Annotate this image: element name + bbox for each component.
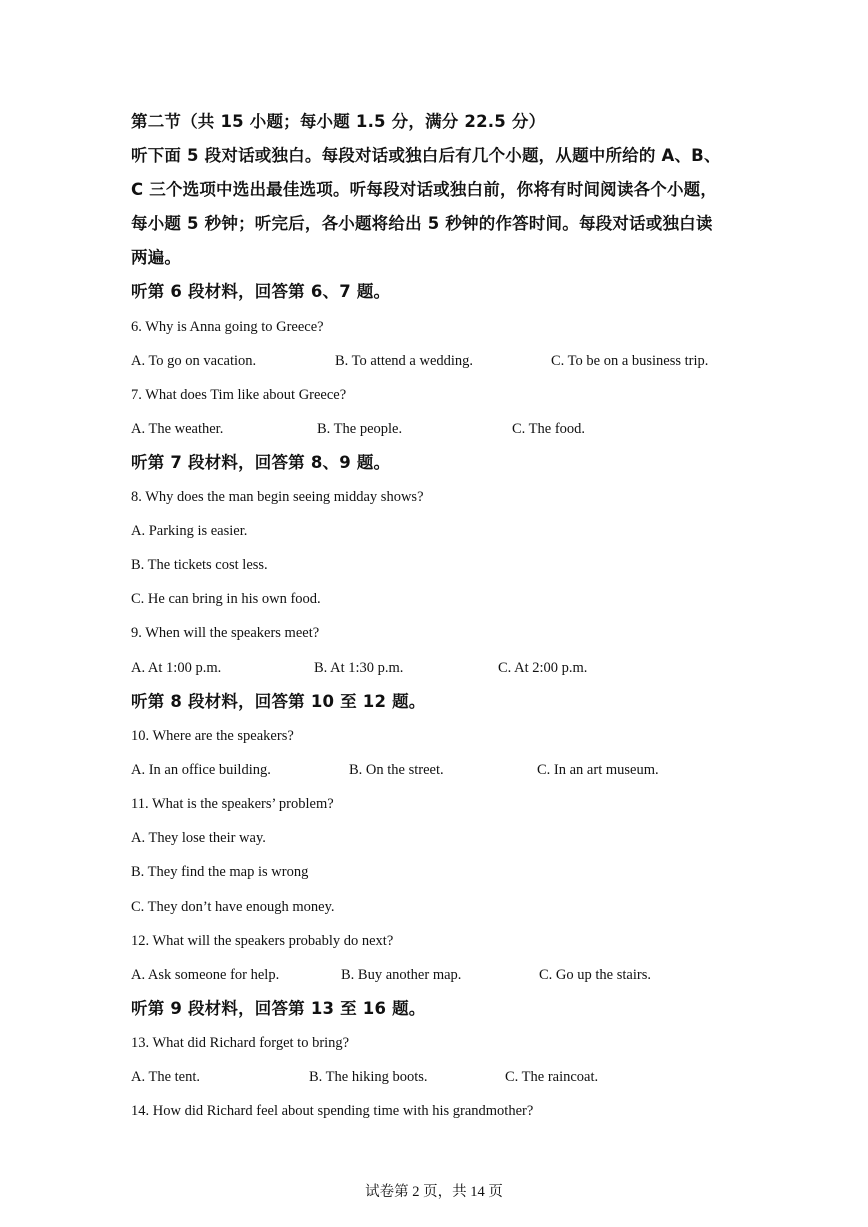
instruction-line-3: 每小题 5 秒钟；听完后，各小题将给出 5 秒钟的作答时间。每段对话或独白读	[131, 214, 713, 233]
option-b: B. To attend a wedding.	[335, 353, 474, 369]
option-a: A. They lose their way.	[131, 830, 266, 846]
option-a: A. At 1:00 p.m.	[131, 660, 222, 676]
option-b: B. At 1:30 p.m.	[314, 660, 404, 676]
question-stem: 9. When will the speakers meet?	[131, 625, 320, 641]
group-heading: 听第 8 段材料，回答第 10 至 12 题。	[131, 692, 426, 711]
option-a: A. In an office building.	[131, 762, 271, 778]
option-a: A. Ask someone for help.	[131, 967, 280, 983]
option-b: B. Buy another map.	[341, 967, 462, 983]
question-stem: 10. Where are the speakers?	[131, 728, 294, 744]
option-b: B. The tickets cost less.	[131, 557, 268, 573]
option-c: C. The food.	[512, 421, 586, 437]
question-stem: 12. What will the speakers probably do next?	[131, 933, 394, 949]
instruction-line-1: 听下面 5 段对话或独白。每段对话或独白后有几个小题，从题中所给的 A、B、	[131, 146, 721, 165]
option-a: A. The tent.	[131, 1069, 200, 1085]
question-stem: 7. What does Tim like about Greece?	[131, 387, 347, 403]
option-a: A. Parking is easier.	[131, 523, 248, 539]
question-stem: 6. Why is Anna going to Greece?	[131, 319, 324, 335]
group-heading: 听第 6 段材料，回答第 6、7 题。	[131, 282, 391, 301]
option-c: C. In an art museum.	[537, 762, 659, 778]
question-stem: 14. How did Richard feel about spending time with his grandmother?	[131, 1103, 534, 1119]
option-c: C. At 2:00 p.m.	[498, 660, 588, 676]
option-b: B. The hiking boots.	[309, 1069, 428, 1085]
instruction-line-4: 两遍。	[131, 248, 182, 267]
option-b: B. The people.	[317, 421, 403, 437]
group-heading: 听第 7 段材料，回答第 8、9 题。	[131, 453, 391, 472]
option-b: B. They find the map is wrong	[131, 864, 309, 880]
option-c: C. To be on a business trip.	[551, 353, 709, 369]
option-a: A. To go on vacation.	[131, 353, 257, 369]
question-stem: 8. Why does the man begin seeing midday shows?	[131, 489, 424, 505]
option-a: A. The weather.	[131, 421, 224, 437]
option-c: C. He can bring in his own food.	[131, 591, 321, 607]
group-heading: 听第 9 段材料，回答第 13 至 16 题。	[131, 999, 426, 1018]
question-stem: 13. What did Richard forget to bring?	[131, 1035, 350, 1051]
option-b: B. On the street.	[349, 762, 444, 778]
question-stem: 11. What is the speakers’ problem?	[131, 796, 334, 812]
instruction-line-2: C 三个选项中选出最佳选项。听每段对话或独白前，你将有时间阅读各个小题，	[131, 180, 718, 199]
page-footer: 试卷第 2 页，共 14 页	[365, 1184, 503, 1200]
section-title: 第二节（共 15 小题；每小题 1.5 分，满分 22.5 分）	[131, 112, 546, 131]
option-c: C. They don’t have enough money.	[131, 899, 335, 915]
option-c: C. The raincoat.	[505, 1069, 599, 1085]
option-c: C. Go up the stairs.	[539, 967, 651, 983]
